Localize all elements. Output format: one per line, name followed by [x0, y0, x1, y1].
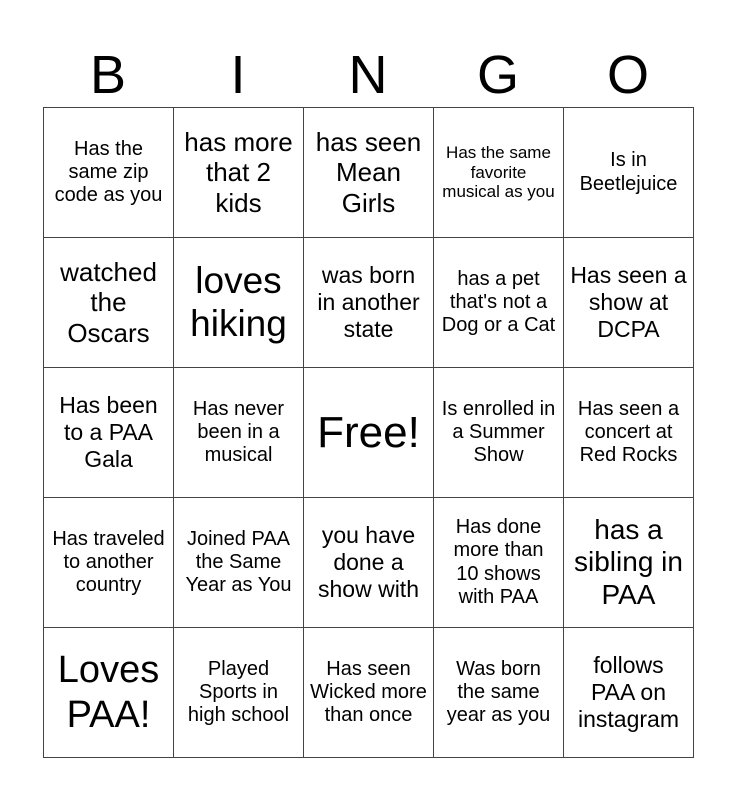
header-letter-o: O: [606, 45, 649, 105]
bingo-cell[interactable]: [564, 368, 694, 498]
cell-text: you have done a show with: [318, 522, 419, 602]
cell-text: Has been to a PAA Gala: [59, 392, 158, 472]
cell-text: has seen Mean Girls: [315, 127, 422, 218]
bingo-header: [43, 40, 693, 110]
header-letter-b: B: [89, 45, 127, 105]
cell-text: has a pet that's not a Dog or a Cat: [441, 267, 556, 337]
cell-text: has a sibling in PAA: [574, 513, 683, 610]
bingo-grid: [43, 107, 694, 758]
bingo-cell[interactable]: [564, 108, 694, 238]
bingo-cell[interactable]: [434, 498, 564, 628]
bingo-cell[interactable]: [174, 108, 304, 238]
bingo-cell[interactable]: [174, 498, 304, 628]
bingo-cell[interactable]: [304, 108, 434, 238]
cell-text: Has done more than 10 shows with PAA: [453, 516, 544, 608]
cell-text: Was born the same year as you: [446, 657, 551, 727]
cell-text: was born in another state: [317, 262, 420, 342]
free-space[interactable]: [304, 368, 434, 498]
bingo-cell[interactable]: [564, 628, 694, 758]
bingo-cell[interactable]: [304, 498, 434, 628]
cell-text: follows PAA on instagram: [578, 652, 679, 732]
bingo-cell[interactable]: [44, 368, 174, 498]
bingo-cell[interactable]: [44, 628, 174, 758]
cell-text: Is enrolled in a Summer Show: [441, 397, 556, 467]
cell-text: loves hiking: [190, 259, 287, 344]
cell-text: Free!: [317, 407, 420, 457]
bingo-cell[interactable]: [304, 628, 434, 758]
header-letter-n: N: [348, 45, 388, 105]
cell-text: Loves PAA!: [57, 649, 160, 736]
header-letter-g: G: [476, 45, 519, 105]
bingo-cell[interactable]: [434, 368, 564, 498]
bingo-cell[interactable]: [564, 498, 694, 628]
bingo-cell[interactable]: [434, 628, 564, 758]
bingo-cell[interactable]: [174, 368, 304, 498]
bingo-cell[interactable]: [174, 628, 304, 758]
bingo-cell[interactable]: [304, 238, 434, 368]
cell-text: Has the same favorite musical as you: [442, 142, 555, 202]
bingo-cell[interactable]: [174, 238, 304, 368]
bingo-cell[interactable]: [44, 498, 174, 628]
cell-text: Has seen a concert at Red Rocks: [577, 397, 680, 467]
bingo-cell[interactable]: [44, 108, 174, 238]
cell-text: Joined PAA the Same Year as You: [185, 527, 292, 597]
cell-text: Has never been in a musical: [192, 397, 285, 467]
bingo-cell[interactable]: [44, 238, 174, 368]
bingo-cell[interactable]: [434, 238, 564, 368]
cell-text: Has traveled to another country: [52, 527, 165, 597]
bingo-cell[interactable]: [434, 108, 564, 238]
cell-text: Has seen a show at DCPA: [570, 262, 687, 342]
cell-text: Has the same zip code as you: [54, 137, 163, 207]
cell-text: Is in Beetlejuice: [579, 149, 678, 195]
bingo-cell[interactable]: [564, 238, 694, 368]
cell-text: has more that 2 kids: [184, 127, 293, 218]
header-letter-i: I: [230, 45, 246, 105]
cell-text: Played Sports in high school: [187, 657, 290, 727]
cell-text: watched the Oscars: [60, 257, 157, 348]
cell-text: Has seen Wicked more than once: [310, 657, 427, 727]
